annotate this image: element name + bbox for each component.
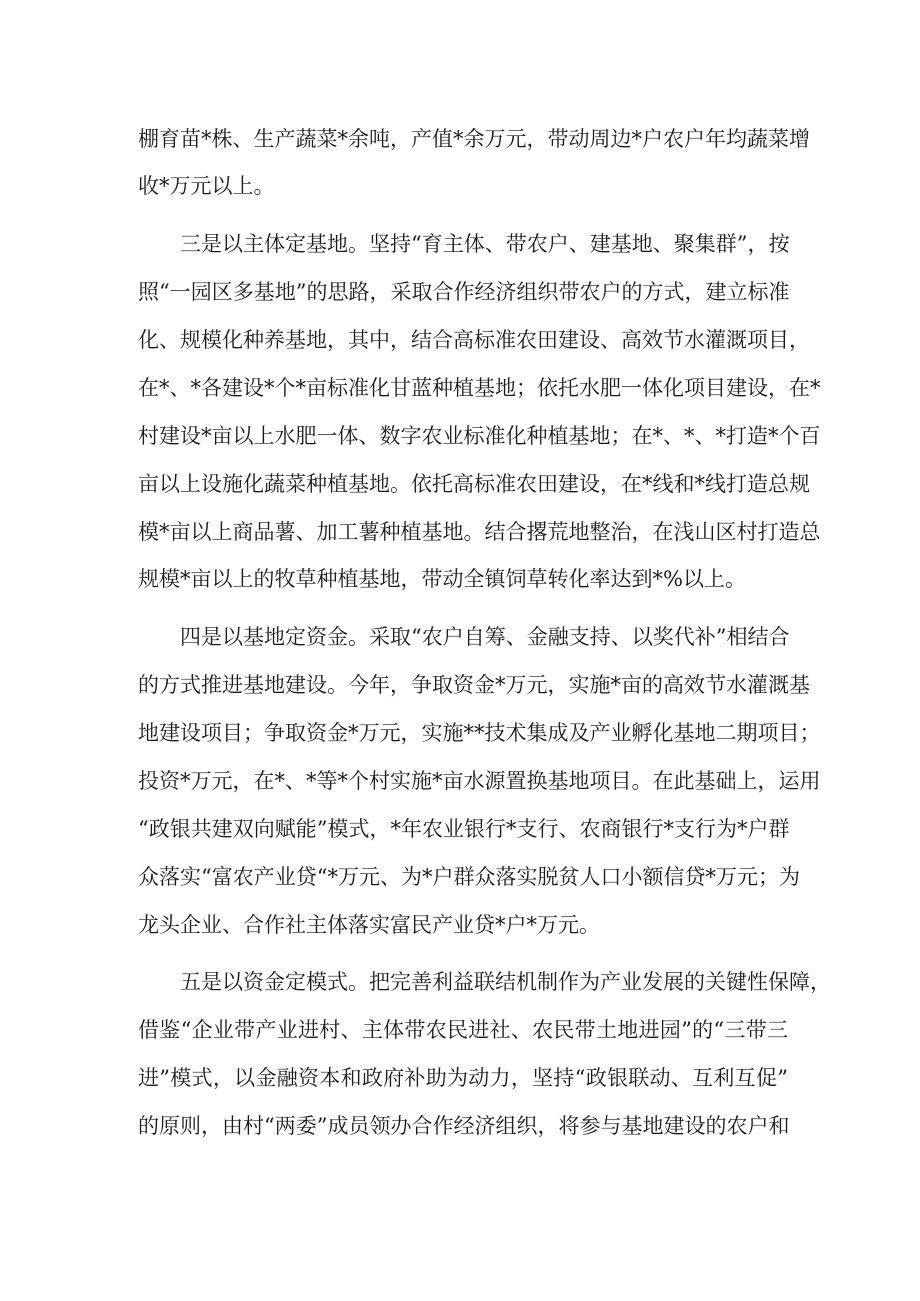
paragraph-start-line: 三是以主体定基地。坚持“育主体、带农户、建基地、聚集群”，按 bbox=[180, 232, 790, 256]
text-line: 化、规模化种养基地，其中，结合高标准农田建设、高效节水灌溉项目， bbox=[138, 328, 810, 352]
text-line: 模*亩以上商品薯、加工薯种植基地。结合撂荒地整治，在浅山区村打造总 bbox=[138, 520, 821, 544]
text-line: 借鉴“企业带产业进村、主体带农民进社、农民带土地进园”的“三带三 bbox=[138, 1018, 788, 1042]
paragraph-start-line: 四是以基地定资金。采取“农户自筹、金融支持、以奖代补”相结合 bbox=[180, 625, 790, 649]
text-line: 村建设*亩以上水肥一体、数字农业标准化种植基地；在*、*、*打造*个百 bbox=[138, 424, 821, 448]
text-line: 照“一园区多基地”的思路，采取合作经济组织带农户的方式，建立标准 bbox=[138, 280, 790, 304]
text-line: 地建设项目；争取资金*万元，实施**技术集成及产业孵化基地二期项目； bbox=[138, 721, 821, 745]
text-line: 进”模式，以金融资本和政府补助为动力，坚持“政银联动、互利互促” bbox=[138, 1066, 788, 1090]
text-line: “政银共建双向赋能”模式，*年农业银行*支行、农商银行*支行为*户群 bbox=[138, 817, 790, 841]
text-line: 规模*亩以上的牧草种植基地，带动全镇饲草转化率达到*%以上。 bbox=[138, 567, 746, 591]
text-line: 收*万元以上。 bbox=[138, 174, 275, 198]
text-line: 众落实“富农产业贷“*万元、为*户群众落实脱贫人口小额信贷*万元；为 bbox=[138, 865, 800, 889]
paragraph-start-line: 五是以资金定模式。把完善利益联结机制作为产业发展的关键性保障， bbox=[180, 970, 831, 994]
text-line: 龙头企业、合作社主体落实富民产业贷*户*万元。 bbox=[138, 913, 600, 937]
text-line: 在*、*各建设*个*亩标准化甘蓝种植基地；依托水肥一体化项目建设，在* bbox=[138, 376, 821, 400]
text-line: 的原则，由村“两委”成员领办合作经济组织，将参与基地建设的农户和 bbox=[138, 1114, 790, 1138]
text-line: 的方式推进基地建设。今年，争取资金*万元，实施*亩的高效节水灌溉基 bbox=[138, 673, 810, 697]
text-line: 棚育苗*株、生产蔬菜*余吨，产值*余万元，带动周边*户农户年均蔬菜增 bbox=[138, 127, 810, 151]
text-line: 投资*万元，在*、*等*个村实施*亩水源置换基地项目。在此基础上，运用 bbox=[138, 769, 821, 793]
text-line: 亩以上设施化蔬菜种植基地。依托高标准农田建设，在*线和*线打造总规 bbox=[138, 472, 810, 496]
